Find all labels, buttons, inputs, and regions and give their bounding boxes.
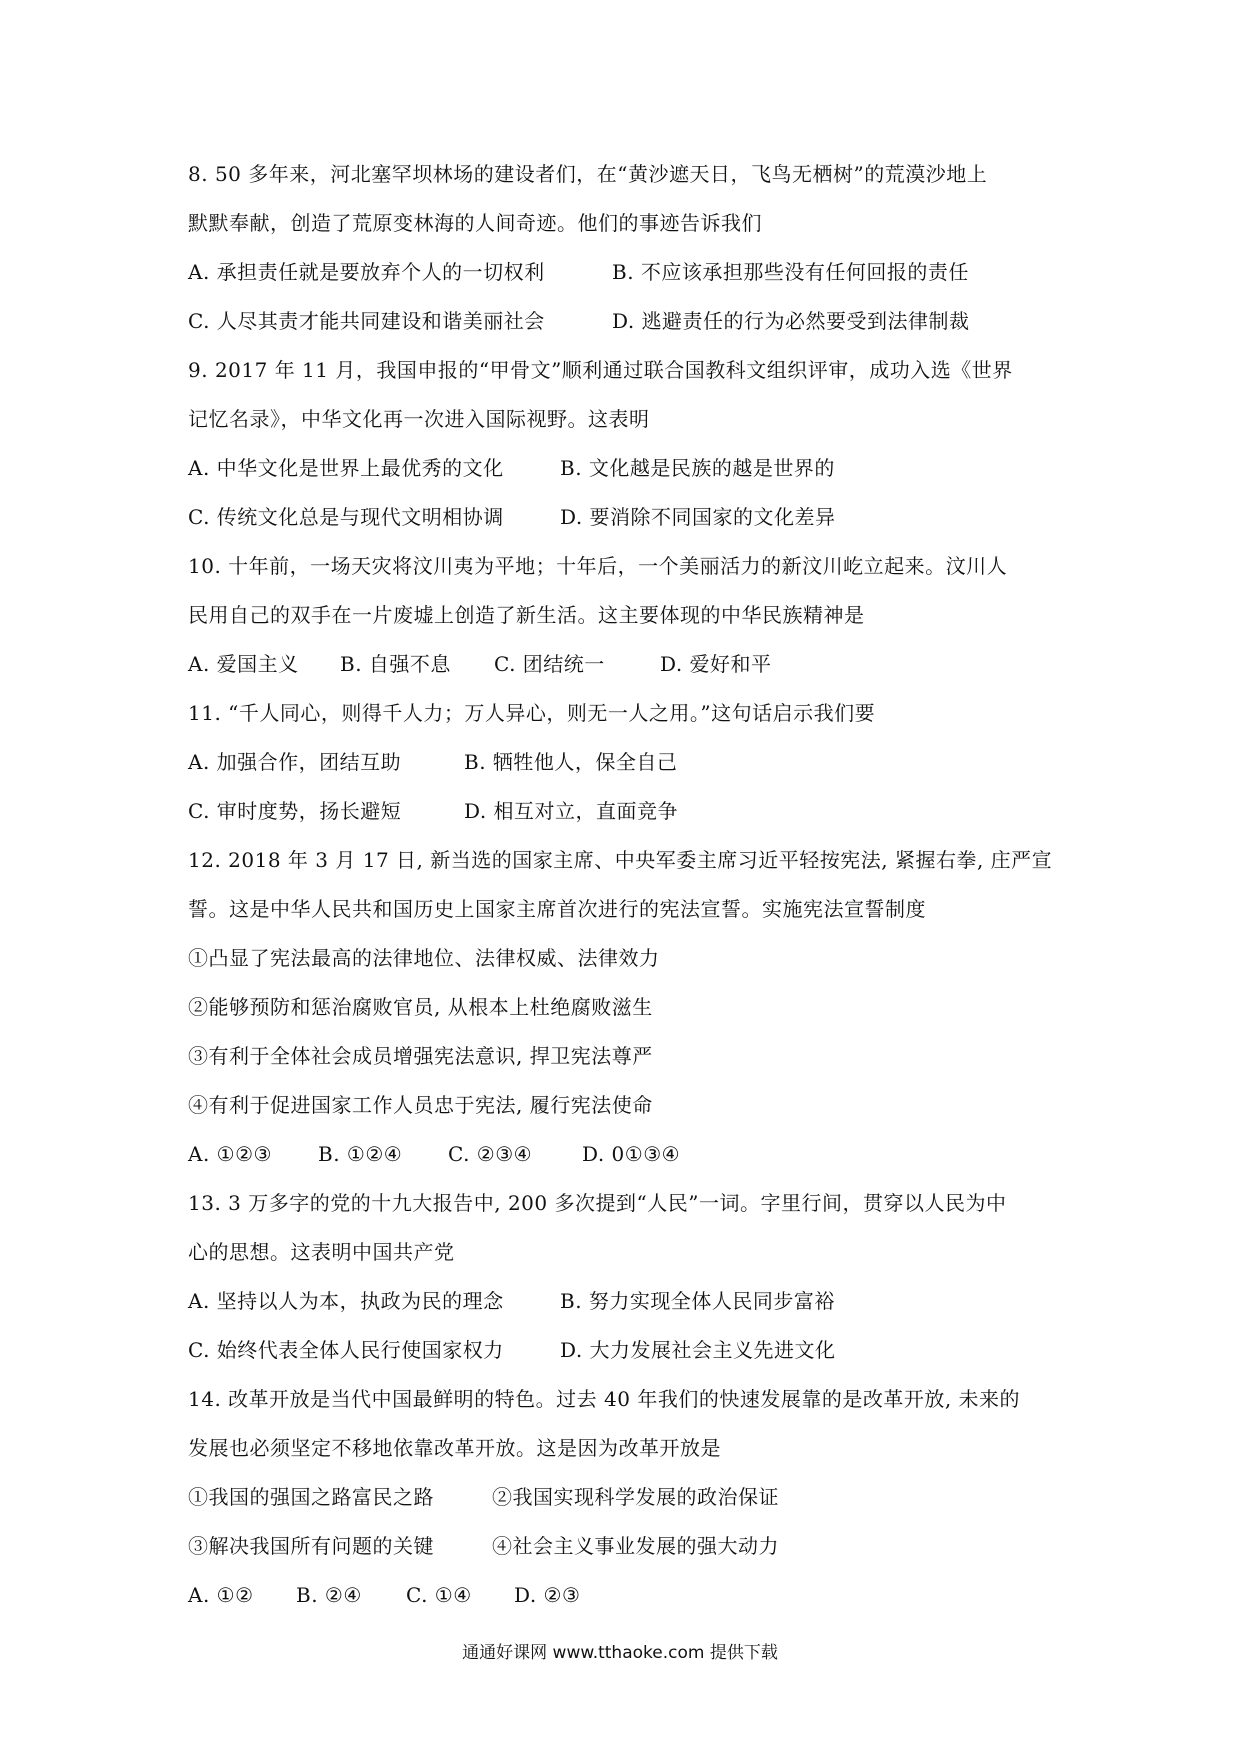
q9-option-d: D. 要消除不同国家的文化差异 [560, 505, 836, 529]
q14-option-d: D. ②③ [514, 1583, 581, 1607]
q8-options-ab [188, 248, 1068, 297]
q13-stem-line1: 13. 3 万多字的党的十九大报告中, 200 多次提到“人民”一词。字里行间，贯穿以人民为中 [188, 1191, 1007, 1215]
q8-option-a: A. 承担责任就是要放弃个人的一切权利 [188, 260, 545, 284]
q9-stem-line2: 记忆名录》，中华文化再一次进入国际视野。这表明 [188, 407, 650, 431]
q12-item-4: ④有利于促进国家工作人员忠于宪法, 履行宪法使命 [188, 1093, 653, 1117]
q13-option-a: A. 坚持以人为本，执政为民的理念 [188, 1289, 504, 1313]
q9-option-a: A. 中华文化是世界上最优秀的文化 [188, 456, 504, 480]
q12-option-d: D. 0①③④ [582, 1142, 681, 1166]
q12-option-b: B. ①②④ [318, 1142, 403, 1166]
q14-items-12 [188, 1473, 1068, 1522]
q13-option-d: D. 大力发展社会主义先进文化 [560, 1338, 836, 1362]
q14-option-a: A. ①② [188, 1583, 254, 1607]
q10-option-d: D. 爱好和平 [660, 652, 772, 676]
q10-option-c: C. 团结统一 [494, 652, 605, 676]
q9-option-c: C. 传统文化总是与现代文明相协调 [188, 505, 504, 529]
q14-options [188, 1571, 1068, 1620]
q13-option-b: B. 努力实现全体人民同步富裕 [560, 1289, 835, 1313]
q12-options [188, 1130, 1068, 1179]
q14-stem-line2: 发展也必须坚定不移地依靠改革开放。这是因为改革开放是 [188, 1436, 721, 1460]
q13-option-c: C. 始终代表全体人民行使国家权力 [188, 1338, 504, 1362]
q14-item-1: ①我国的强国之路富民之路 [188, 1485, 434, 1509]
q12-stem-line1: 12. 2018 年 3 月 17 日, 新当选的国家主席、中央军委主席习近平轻按宪法, 紧握右拳, 庄严宣 [188, 848, 1053, 872]
q12-item-3: ③有利于全体社会成员增强宪法意识, 捍卫宪法尊严 [188, 1044, 653, 1068]
q9-options-cd [188, 493, 1068, 542]
q9-options-ab [188, 444, 1068, 493]
q12-option-a: A. ①②③ [188, 1142, 272, 1166]
q11-option-b: B. 牺牲他人，保全自己 [464, 750, 678, 774]
q11-option-a: A. 加强合作，团结互助 [188, 750, 402, 774]
q9-stem-line1: 9. 2017 年 11 月，我国申报的“甲骨文”顺利通过联合国教科文组织评审，成功入选《世界 [188, 358, 1013, 382]
q10-option-a: A. 爱国主义 [188, 652, 299, 676]
q11-option-d: D. 相互对立，直面竞争 [464, 799, 679, 823]
q13-options-ab [188, 1277, 1068, 1326]
q11-option-c: C. 审时度势，扬长避短 [188, 799, 402, 823]
q10-option-b: B. 自强不息 [340, 652, 451, 676]
q14-items-34 [188, 1522, 1068, 1571]
q12-option-c: C. ②③④ [448, 1142, 533, 1166]
q14-stem-line1: 14. 改革开放是当代中国最鲜明的特色。过去 40 年我们的快速发展靠的是改革开放, 未来的 [188, 1387, 1021, 1411]
q9-option-b: B. 文化越是民族的越是世界的 [560, 456, 835, 480]
page-footer: 通通好课网 www.tthaoke.com 提供下载 [462, 1643, 778, 1663]
q11-options-ab [188, 738, 1068, 787]
q13-stem-line2: 心的思想。这表明中国共产党 [188, 1240, 455, 1264]
q8-option-d: D. 逃避责任的行为必然要受到法律制裁 [612, 309, 970, 333]
q14-item-3: ③解决我国所有问题的关键 [188, 1534, 434, 1558]
q13-options-cd [188, 1326, 1068, 1375]
q14-item-4: ④社会主义事业发展的强大动力 [492, 1534, 779, 1558]
q14-option-c: C. ①④ [406, 1583, 472, 1607]
q12-item-1: ①凸显了宪法最高的法律地位、法律权威、法律效力 [188, 946, 660, 970]
q8-option-b: B. 不应该承担那些没有任何回报的责任 [612, 260, 969, 284]
q14-option-b: B. ②④ [296, 1583, 362, 1607]
q8-stem-line2: 默默奉献，创造了荒原变林海的人间奇迹。他们的事迹告诉我们 [188, 211, 762, 235]
q11-stem-line1: 11. “千人同心，则得千人力；万人异心，则无一人之用。”这句话启示我们要 [188, 701, 876, 725]
q11-options-cd [188, 787, 1068, 836]
q8-stem-line1: 8. 50 多年来，河北塞罕坝林场的建设者们，在“黄沙遮天日，飞鸟无栖树”的荒漠沙地上 [188, 162, 988, 186]
q10-stem-line1: 10. 十年前，一场天灾将汶川夷为平地；十年后，一个美丽活力的新汶川屹立起来。汶川人 [188, 554, 1008, 578]
questions-area [188, 150, 1068, 1620]
q10-stem-line2: 民用自己的双手在一片废墟上创造了新生活。这主要体现的中华民族精神是 [188, 603, 865, 627]
q8-option-c: C. 人尽其责才能共同建设和谐美丽社会 [188, 309, 545, 333]
q8-options-cd [188, 297, 1068, 346]
q10-options [188, 640, 1068, 689]
q12-item-2: ②能够预防和惩治腐败官员, 从根本上杜绝腐败滋生 [188, 995, 653, 1019]
q14-item-2: ②我国实现科学发展的政治保证 [492, 1485, 779, 1509]
q12-stem-line2: 誓。这是中华人民共和国历史上国家主席首次进行的宪法宣誓。实施宪法宣誓制度 [188, 897, 926, 921]
